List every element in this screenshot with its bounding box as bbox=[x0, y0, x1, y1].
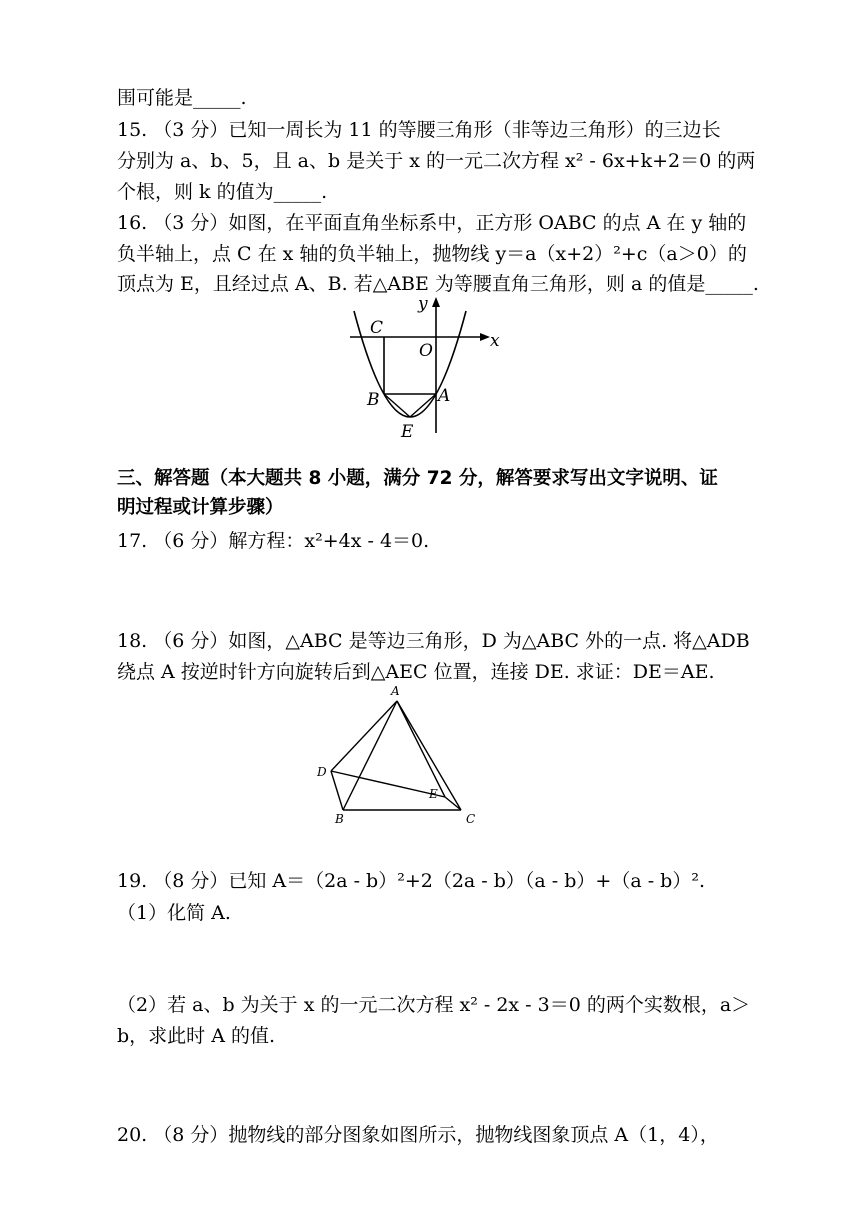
q16-line-2: 负半轴上，点 C 在 x 轴的负半轴上，抛物线 y＝a（x+2）²+c（a＞0）的 bbox=[117, 243, 747, 265]
q18-triangle-figure bbox=[310, 683, 490, 828]
segment-ad bbox=[331, 701, 397, 771]
label-y: y bbox=[418, 294, 428, 314]
label-e: E bbox=[429, 787, 438, 801]
y-axis-arrow-icon bbox=[432, 297, 440, 307]
label-o: O bbox=[419, 341, 433, 361]
q18-line-1: 18. （6 分）如图，△ABC 是等边三角形，D 为△ABC 外的一点. 将△ADB bbox=[117, 630, 750, 652]
label-c: C bbox=[370, 318, 384, 338]
segment-ec bbox=[445, 797, 461, 810]
section-3-heading-2: 明过程或计算步骤） bbox=[117, 497, 284, 518]
label-d: D bbox=[317, 765, 327, 779]
q16-line-3: 顶点为 E，且经过点 A、B. 若△ABE 为等腰直角三角形，则 a 的值是_____. bbox=[117, 273, 759, 295]
q15-line-3: 个根，则 k 的值为_____. bbox=[117, 181, 328, 203]
q19-part-2-line-1: （2）若 a、b 为关于 x 的一元二次方程 x² - 2x - 3＝0 的两个实数根，a＞ bbox=[117, 994, 751, 1016]
q15-line-1: 15. （3 分）已知一周长为 11 的等腰三角形（非等边三角形）的三边长 bbox=[117, 119, 721, 141]
segment-db bbox=[331, 771, 343, 810]
label-a: A bbox=[391, 684, 400, 698]
segment-de bbox=[331, 771, 445, 797]
label-b: B bbox=[367, 390, 380, 410]
label-b: B bbox=[335, 812, 344, 826]
q19-part-2-line-2: b，求此时 A 的值. bbox=[117, 1025, 276, 1047]
segment-ae bbox=[397, 701, 445, 797]
q16-line-1: 16. （3 分）如图，在平面直角坐标系中，正方形 OABC 的点 A 在 y 轴的 bbox=[117, 212, 747, 234]
q17-line-1: 17. （6 分）解方程：x²+4x - 4＝0. bbox=[117, 530, 430, 552]
q19-part-1: （1）化简 A. bbox=[117, 902, 231, 924]
label-a: A bbox=[438, 386, 451, 406]
label-e: E bbox=[401, 422, 414, 442]
x-axis-arrow-icon bbox=[480, 333, 490, 341]
q15-line-2: 分别为 a、b、5，且 a、b 是关于 x 的一元二次方程 x² - 6x+k+2＝0 的两 bbox=[117, 150, 756, 172]
q18-line-2: 绕点 A 按逆时针方向旋转后到△AEC 位置，连接 DE. 求证：DE＝AE. bbox=[117, 661, 715, 683]
q20-line-1: 20. （8 分）抛物线的部分图象如图所示，抛物线图象顶点 A（1，4）， bbox=[117, 1124, 719, 1146]
q16-parabola-figure bbox=[340, 293, 510, 443]
q14-tail: 围可能是_____. bbox=[117, 87, 247, 109]
label-x: x bbox=[490, 331, 500, 351]
segment-ab bbox=[343, 701, 397, 810]
triangle-side-ae bbox=[410, 394, 436, 417]
label-c: C bbox=[466, 812, 476, 826]
section-3-heading-1: 三、解答题（本大题共 8 小题，满分 72 分，解答要求写出文字说明、证 bbox=[117, 468, 718, 489]
q19-line-1: 19. （8 分）已知 A＝（2a - b）²+2（2a - b）（a - b）+（a - b）². bbox=[117, 870, 705, 892]
triangle-side-be bbox=[384, 394, 410, 417]
